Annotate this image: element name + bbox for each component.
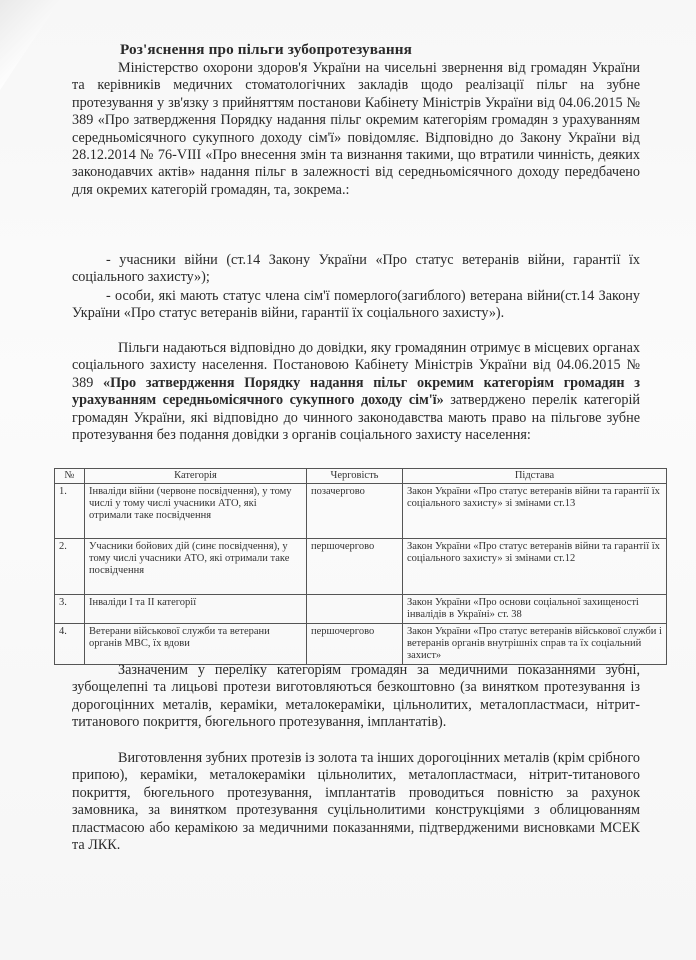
row-number: 1. <box>55 484 85 539</box>
list-item-family-members: - особи, які мають статус члена сім'ї померлого(загиблого) ветерана війни(ст.14 Закону України «Про статус ветеранів війни, гарантії їх соціального захисту»). <box>72 288 640 322</box>
header-number: № <box>55 469 85 484</box>
table-row <box>55 624 667 665</box>
document-title: Роз'яснення про пільги зубопротезування <box>120 41 413 58</box>
intro-paragraph: Міністерство охорони здоров'я України на чисельні звернення від громадян України та керівників медичних стоматологічних закладів щодо реалізації пільг на зубне протезування у зв'язку з прийняттям постанови Кабінету Міністрів України від 04.06.2015 № 389 «Про затвердження Порядку надання пільг окремим категоріям громадян з урахуванням середньомісячного сукупного доходу сім'ї» повідомляє. Відповідно до Закону України від 28.12.2014 № 76-VIII «Про внесення змін та визнання такими, що втратили чинність, деяких законодавчих актів» надання пільг в залежності від середньомісячного доходу передбачено для окремих категорій громадян, та, зокрема.: <box>72 60 640 198</box>
paragraph-benefits-resolution-title: «Про затвердження Порядку надання пільг окремим категоріям громадян з урахуванням середньомісячного сукупного доходу сім'ї» <box>72 374 640 409</box>
page-fold-shadow <box>0 0 60 90</box>
table-row <box>55 595 667 624</box>
row-order: позачергово <box>307 484 403 539</box>
header-basis: Підстава <box>403 469 667 484</box>
list-item-war-participants: - учасники війни (ст.14 Закону України «Про статус ветеранів війни, гарантії їх соціального захисту»); <box>72 252 640 286</box>
row-basis: Закон України «Про статус ветеранів війни та гарантії їх соціального захисту» зі змінами ст.13 <box>403 484 667 539</box>
paragraph-benefits-end: затверджено перелік категорій громадян України, які відповідно до чинного законодавства мають право на пільгове зубне протезування без подання довідки з органів соціального захисту населення: <box>72 392 640 444</box>
row-basis: Закон України «Про статус ветеранів війни та гарантії їх соціального захисту» зі змінами ст.12 <box>403 539 667 595</box>
row-order: першочергово <box>307 539 403 595</box>
header-order: Черговість <box>307 469 403 484</box>
row-basis: Закон України «Про основи соціальної захищеності інвалідів в Україні» ст. 38 <box>403 595 667 624</box>
row-category: Інваліди війни (червоне посвідчення), у тому числі у тому числі учасники АТО, які отримали таке посвідчення <box>85 484 307 539</box>
paragraph-benefits <box>72 340 640 444</box>
row-category: Ветерани військової служби та ветерани органів МВС, їх вдови <box>85 624 307 665</box>
row-basis: Закон України «Про статус ветеранів військової служби і ветеранів органів внутрішніх справ та їх соціальний захист» <box>403 624 667 665</box>
row-number: 3. <box>55 595 85 624</box>
row-order: першочергово <box>307 624 403 665</box>
table-row <box>55 484 667 539</box>
row-order <box>307 595 403 624</box>
row-number: 4. <box>55 624 85 665</box>
table-header-row <box>55 469 667 484</box>
row-number: 2. <box>55 539 85 595</box>
row-category: Інваліди І та ІІ категорії <box>85 595 307 624</box>
row-category: Учасники бойових дій (синє посвідчення), у тому числі учасники АТО, які отримали таке посвідчення <box>85 539 307 595</box>
categories-table <box>54 468 667 665</box>
paragraph-free-prosthetics: Зазначеним у переліку категоріям громадян за медичними показаннями зубні, зубощелепні та лицьові протези виготовляються безкоштовно (за винятком протезування із дорогоцінних металів, кераміки, металокераміки, цільнолитих, металопластмаси, нітрит-титанового покриття, бюгельного протезування, імплантатів). <box>72 662 640 731</box>
paragraph-benefits-start: Пільги надаються відповідно до довідки, яку громадянин отримує в місцевих органах соціального захисту населення. Постановою Кабінету Міністрів України від 04.06.2015 № 389 <box>72 340 640 391</box>
paragraph-paid-prosthetics: Виготовлення зубних протезів із золота та інших дорогоцінних металів (крім срібного припою), кераміки, металокераміки цільнолитих, металопластмаси, нітрит-титанового покриття, бюгельного протезування, імплантатів проводиться повністю за рахунок замовника, за винятком протезування суцільнолитими конструкціями з облицюванням пластмасою або керамікою за медичними показаннями, підтвердженими висновками МСЕК та ЛКК. <box>72 750 640 854</box>
table-row <box>55 539 667 595</box>
header-category: Категорія <box>85 469 307 484</box>
